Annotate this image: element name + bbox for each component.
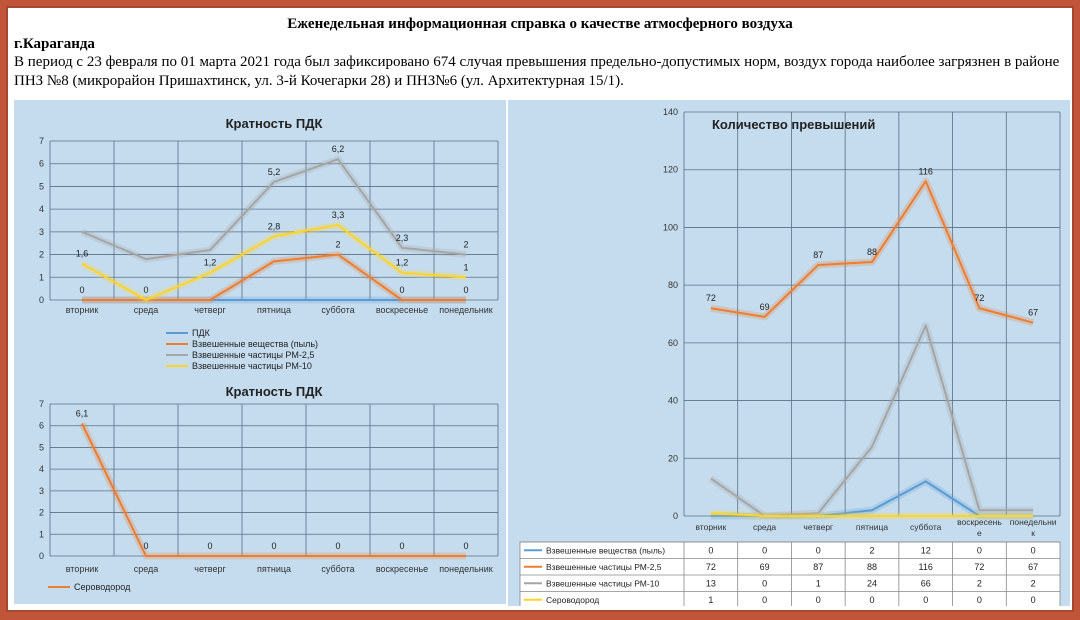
- y-tick-label: 140: [662, 107, 678, 117]
- table-cell-value: 0: [815, 545, 821, 556]
- table-cell-value: 1: [708, 594, 714, 605]
- data-label: 0: [463, 541, 469, 551]
- table-cell-value: 72: [974, 561, 985, 572]
- data-label: 5,2: [267, 166, 281, 177]
- x-category-label: вторник: [65, 564, 99, 574]
- table-series-name: Взвешенные частицы РМ-10: [546, 578, 660, 589]
- series-glow: [82, 424, 469, 556]
- x-category-label: суббота: [910, 522, 942, 532]
- y-tick-label: 120: [662, 164, 678, 175]
- table-cell-value: 72: [705, 561, 716, 572]
- data-label: 0: [143, 541, 149, 551]
- x-category-label: суббота: [321, 564, 355, 574]
- y-tick-label: 2: [38, 249, 44, 260]
- chart-pdk-multiplicity: [14, 100, 506, 374]
- table-cell-value: 0: [762, 578, 768, 589]
- data-label: 88: [866, 247, 878, 258]
- table-cell-value: 0: [708, 545, 714, 556]
- x-category-label: понедельник: [439, 564, 493, 574]
- x-category-label: к: [1031, 528, 1036, 538]
- table-cell-value: 0: [1030, 594, 1036, 605]
- y-tick-label: 4: [38, 204, 44, 215]
- chart-title: Кратность ПДК: [225, 116, 323, 131]
- legend-entry: Сероводород: [74, 582, 131, 592]
- x-category-label: е: [977, 528, 982, 538]
- x-category-label: среда: [133, 564, 159, 574]
- chart-hydrogen-sulfide: [14, 374, 506, 604]
- table-series-name: Сероводород: [546, 594, 600, 605]
- data-label: 69: [759, 301, 770, 312]
- y-tick-label: 7: [38, 136, 44, 146]
- x-category-label: четверг: [803, 522, 834, 532]
- table-cell-value: 2: [869, 545, 875, 556]
- table-cell-value: 0: [869, 594, 875, 605]
- x-category-label: четверг: [194, 305, 226, 315]
- x-category-label: среда: [752, 522, 777, 532]
- table-cell-value: 0: [976, 594, 982, 605]
- y-tick-label: 3: [38, 226, 44, 237]
- data-label: 3,3: [331, 210, 345, 221]
- table-cell-value: 66: [920, 578, 931, 589]
- x-category-label: суббота: [321, 305, 355, 315]
- x-category-label: понедельни: [1009, 517, 1057, 527]
- data-label: 1,6: [75, 248, 89, 259]
- y-tick-label: 60: [667, 337, 678, 348]
- x-category-label: пятница: [256, 564, 292, 574]
- chart-hydrogen-sulfide-svg: [14, 374, 506, 604]
- chart-title: Количество превышений: [712, 117, 876, 132]
- table-cell-value: 12: [920, 545, 931, 556]
- table-cell-value: 24: [866, 578, 878, 589]
- table-cell-value: 13: [705, 578, 716, 589]
- data-label: 2,3: [395, 232, 409, 243]
- data-label: 87: [813, 249, 824, 260]
- y-tick-label: 2: [38, 507, 44, 518]
- table-series-name: Взвешенные вещества (пыль): [546, 545, 666, 556]
- y-tick-label: 0: [38, 551, 44, 561]
- data-label: 2: [463, 239, 469, 250]
- table-cell-value: 0: [923, 594, 929, 605]
- x-category-label: четверг: [194, 564, 226, 574]
- chart-title: Кратность ПДК: [225, 384, 323, 399]
- report-title: Еженедельная информационная справка о качестве атмосферного воздуха: [287, 16, 793, 32]
- data-label: 0: [207, 541, 213, 551]
- y-tick-label: 5: [38, 442, 44, 453]
- y-tick-label: 1: [38, 529, 44, 540]
- chart-exceedance-count: [508, 100, 1070, 606]
- data-label: 72: [974, 293, 985, 304]
- table-cell-value: 67: [1028, 561, 1039, 572]
- table-cell-value: 2: [1030, 578, 1036, 589]
- y-tick-label: 6: [38, 158, 44, 169]
- x-category-label: понедельник: [439, 305, 493, 315]
- chart-exceedance-count-svg: [508, 100, 1070, 606]
- data-label: 0: [399, 541, 405, 551]
- city-name: г.Караганда: [14, 36, 95, 52]
- table-series-name: Взвешенные частицы РМ-2,5: [546, 561, 662, 572]
- table-cell-value: 87: [813, 561, 824, 572]
- legend-entry: ПДК: [192, 328, 210, 338]
- data-label: 0: [463, 285, 469, 295]
- data-label: 0: [79, 285, 85, 295]
- table-cell-value: 0: [762, 545, 768, 556]
- data-label: 72: [705, 293, 716, 304]
- y-tick-label: 0: [672, 511, 678, 521]
- table-cell-value: 0: [815, 594, 821, 605]
- x-category-label: вторник: [695, 522, 727, 532]
- data-label: 1,2: [395, 257, 409, 268]
- x-category-label: воскресенье: [375, 564, 429, 574]
- legend-entry: Взвешенные частицы РМ-10: [192, 361, 312, 371]
- data-label: 0: [271, 541, 277, 551]
- table-cell-value: 0: [762, 594, 768, 605]
- data-label: 2,8: [267, 221, 281, 232]
- table-cell-value: 2: [976, 578, 982, 589]
- x-category-label: воскресень: [957, 517, 1002, 527]
- x-category-label: воскресенье: [375, 305, 429, 315]
- y-tick-label: 5: [38, 181, 44, 192]
- x-category-label: пятница: [256, 305, 292, 315]
- y-tick-label: 0: [38, 295, 44, 305]
- data-label: 1: [463, 262, 469, 273]
- table-cell-value: 1: [815, 578, 821, 589]
- data-label: 0: [143, 285, 149, 295]
- x-category-label: среда: [133, 305, 159, 315]
- data-label: 2: [335, 239, 341, 250]
- table-cell-value: 116: [918, 561, 933, 572]
- data-label: 116: [918, 166, 933, 177]
- y-tick-label: 3: [38, 485, 44, 496]
- table-cell-value: 69: [759, 561, 770, 572]
- y-tick-label: 20: [667, 453, 678, 464]
- y-tick-label: 4: [38, 464, 44, 475]
- y-tick-label: 1: [38, 272, 44, 283]
- data-label: 1,2: [203, 257, 217, 268]
- series-line: [711, 326, 1033, 516]
- table-cell-value: 0: [1030, 545, 1036, 556]
- data-label: 67: [1028, 307, 1039, 318]
- report-summary: В период с 23 февраля по 01 марта 2021 года был зафиксировано 674 случая превышения предельно-допустимых норм, воздух города наиболее загрязнен в районе ПНЗ №8 (микрорайон Пришахтинск, ул. 3-й Кочегарки 28) и ПНЗ№6 (ул. Архитектурная 15/1).: [14, 54, 1060, 89]
- data-label: 6,2: [331, 144, 345, 155]
- y-tick-label: 7: [38, 399, 44, 409]
- x-category-label: пятница: [855, 522, 889, 532]
- series-glow: [711, 326, 1033, 516]
- x-category-label: вторник: [65, 305, 99, 315]
- report-frame: [6, 6, 1074, 612]
- table-cell-value: 0: [976, 545, 982, 556]
- chart-pdk-multiplicity-svg: [14, 100, 506, 374]
- data-label: 6,1: [75, 408, 89, 419]
- legend-entry: Взвешенные частицы РМ-2,5: [192, 350, 315, 360]
- data-label: 0: [335, 541, 341, 551]
- table-cell-value: 88: [866, 561, 878, 572]
- y-tick-label: 40: [667, 395, 678, 406]
- y-tick-label: 6: [38, 420, 44, 431]
- data-label: 0: [399, 285, 405, 295]
- y-tick-label: 100: [662, 222, 678, 233]
- y-tick-label: 80: [667, 280, 678, 291]
- legend-entry: Взвешенные вещества (пыль): [192, 339, 319, 349]
